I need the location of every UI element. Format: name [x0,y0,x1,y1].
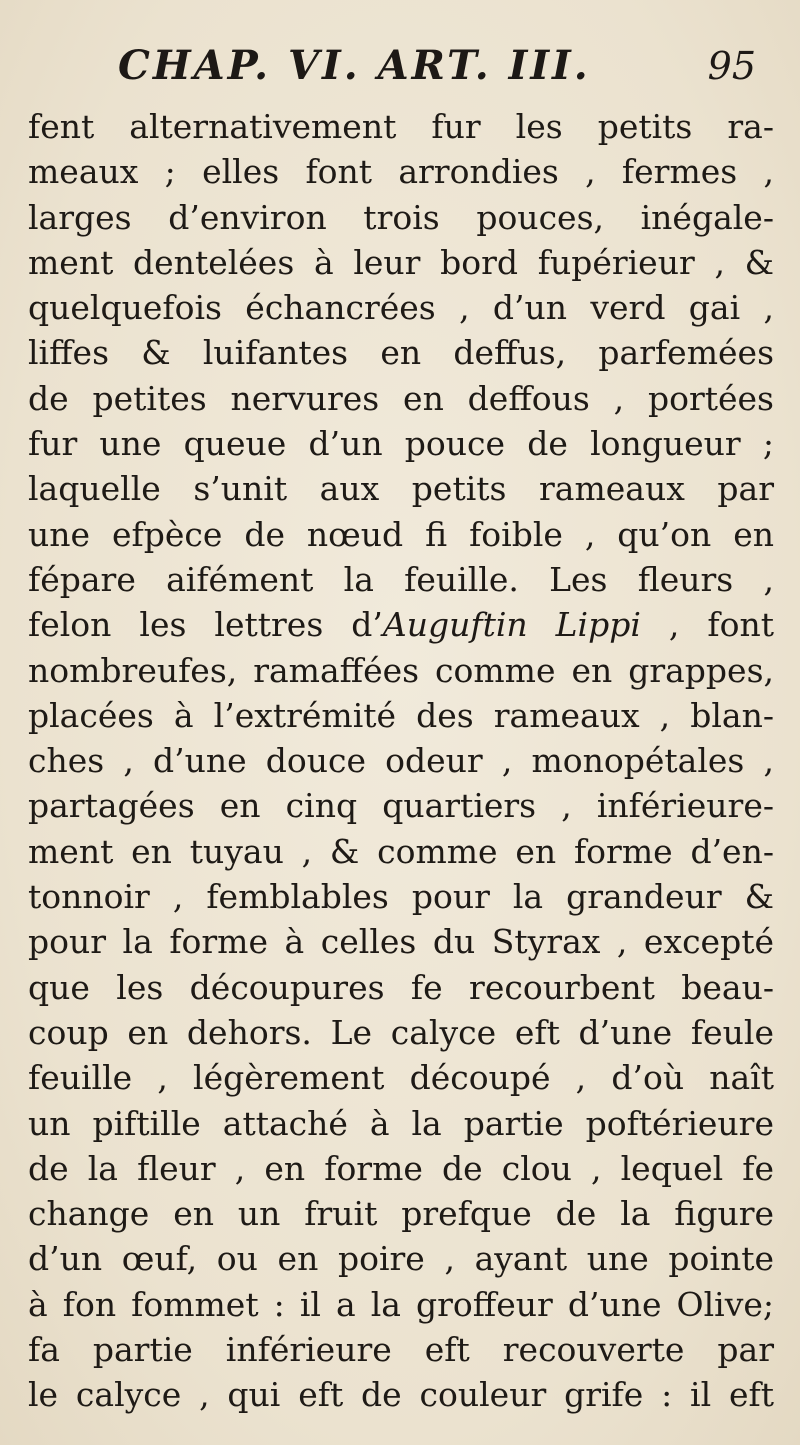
text-line: un piftille attaché à la partie poftérieure [28,1103,774,1143]
chapter-heading: CHAP. VI. ART. III. [118,42,591,89]
text-line: une efpèce de nœud fi foible , qu’on en [28,514,774,554]
text-line: liffes & luifantes en deffus, parfemées [28,333,774,373]
text-line: meaux ; elles font arrondies , fermes , [28,152,774,192]
text-line: larges d’environ trois pouces, inégale- [28,197,774,237]
text-line: nombreufes, ramaffées comme en grappes, [28,650,774,690]
text-line: de la fleur , en forme de clou , lequel fe [28,1148,774,1188]
text-line: ment en tuyau , & comme en forme d’en- [28,831,774,871]
text-line: que les découpures fe recourbent beau- [28,967,774,1007]
running-head [118,42,756,90]
text-line-with-author [28,602,774,647]
text-segment: , font [640,605,774,645]
text-line: feuille , légèrement découpé , d’où naît [28,1058,774,1098]
text-line: ment dentelées à leur bord fupérieur , & [28,242,774,282]
text-line: partagées en cinq quartiers , inférieure- [28,786,774,826]
text-line: de petites nervures en deffous , portées [28,378,774,418]
text-line: d’un œuf, ou en poire , ayant une pointe [28,1239,774,1279]
text-line: placées à l’extrémité des rameaux , blan- [28,695,774,735]
text-line: ches , d’une douce odeur , monopétales , [28,741,774,781]
text-line: fur une queue d’un pouce de longueur ; [28,424,774,464]
text-line: change en un fruit prefque de la figure [28,1194,774,1234]
page-number: 95 [707,44,756,88]
text-segment: felon les lettres d’ [28,605,383,645]
text-line: tonnoir , femblables pour la grandeur & [28,877,774,917]
text-line: fa partie inférieure eft recouverte par [28,1330,774,1370]
text-line: le calyce , qui eft de couleur grife : il eft [28,1375,774,1415]
text-line: à fon fommet : il a la groffeur d’une Olive; [28,1284,774,1324]
body-text [28,104,774,1418]
text-line: quelquefois échancrées , d’un verd gai , [28,288,774,328]
text-line: fent alternativement fur les petits ra- [28,107,774,146]
author-name: Auguftin Lippi [382,605,641,645]
text-line: laquelle s’unit aux petits rameaux par [28,469,774,509]
text-line: coup en dehors. Le calyce eft d’une feule [28,1012,774,1052]
text-line: pour la forme à celles du Styrax , excepté [28,922,774,962]
text-line: fépare aifément la feuille. Les fleurs , [28,559,774,599]
